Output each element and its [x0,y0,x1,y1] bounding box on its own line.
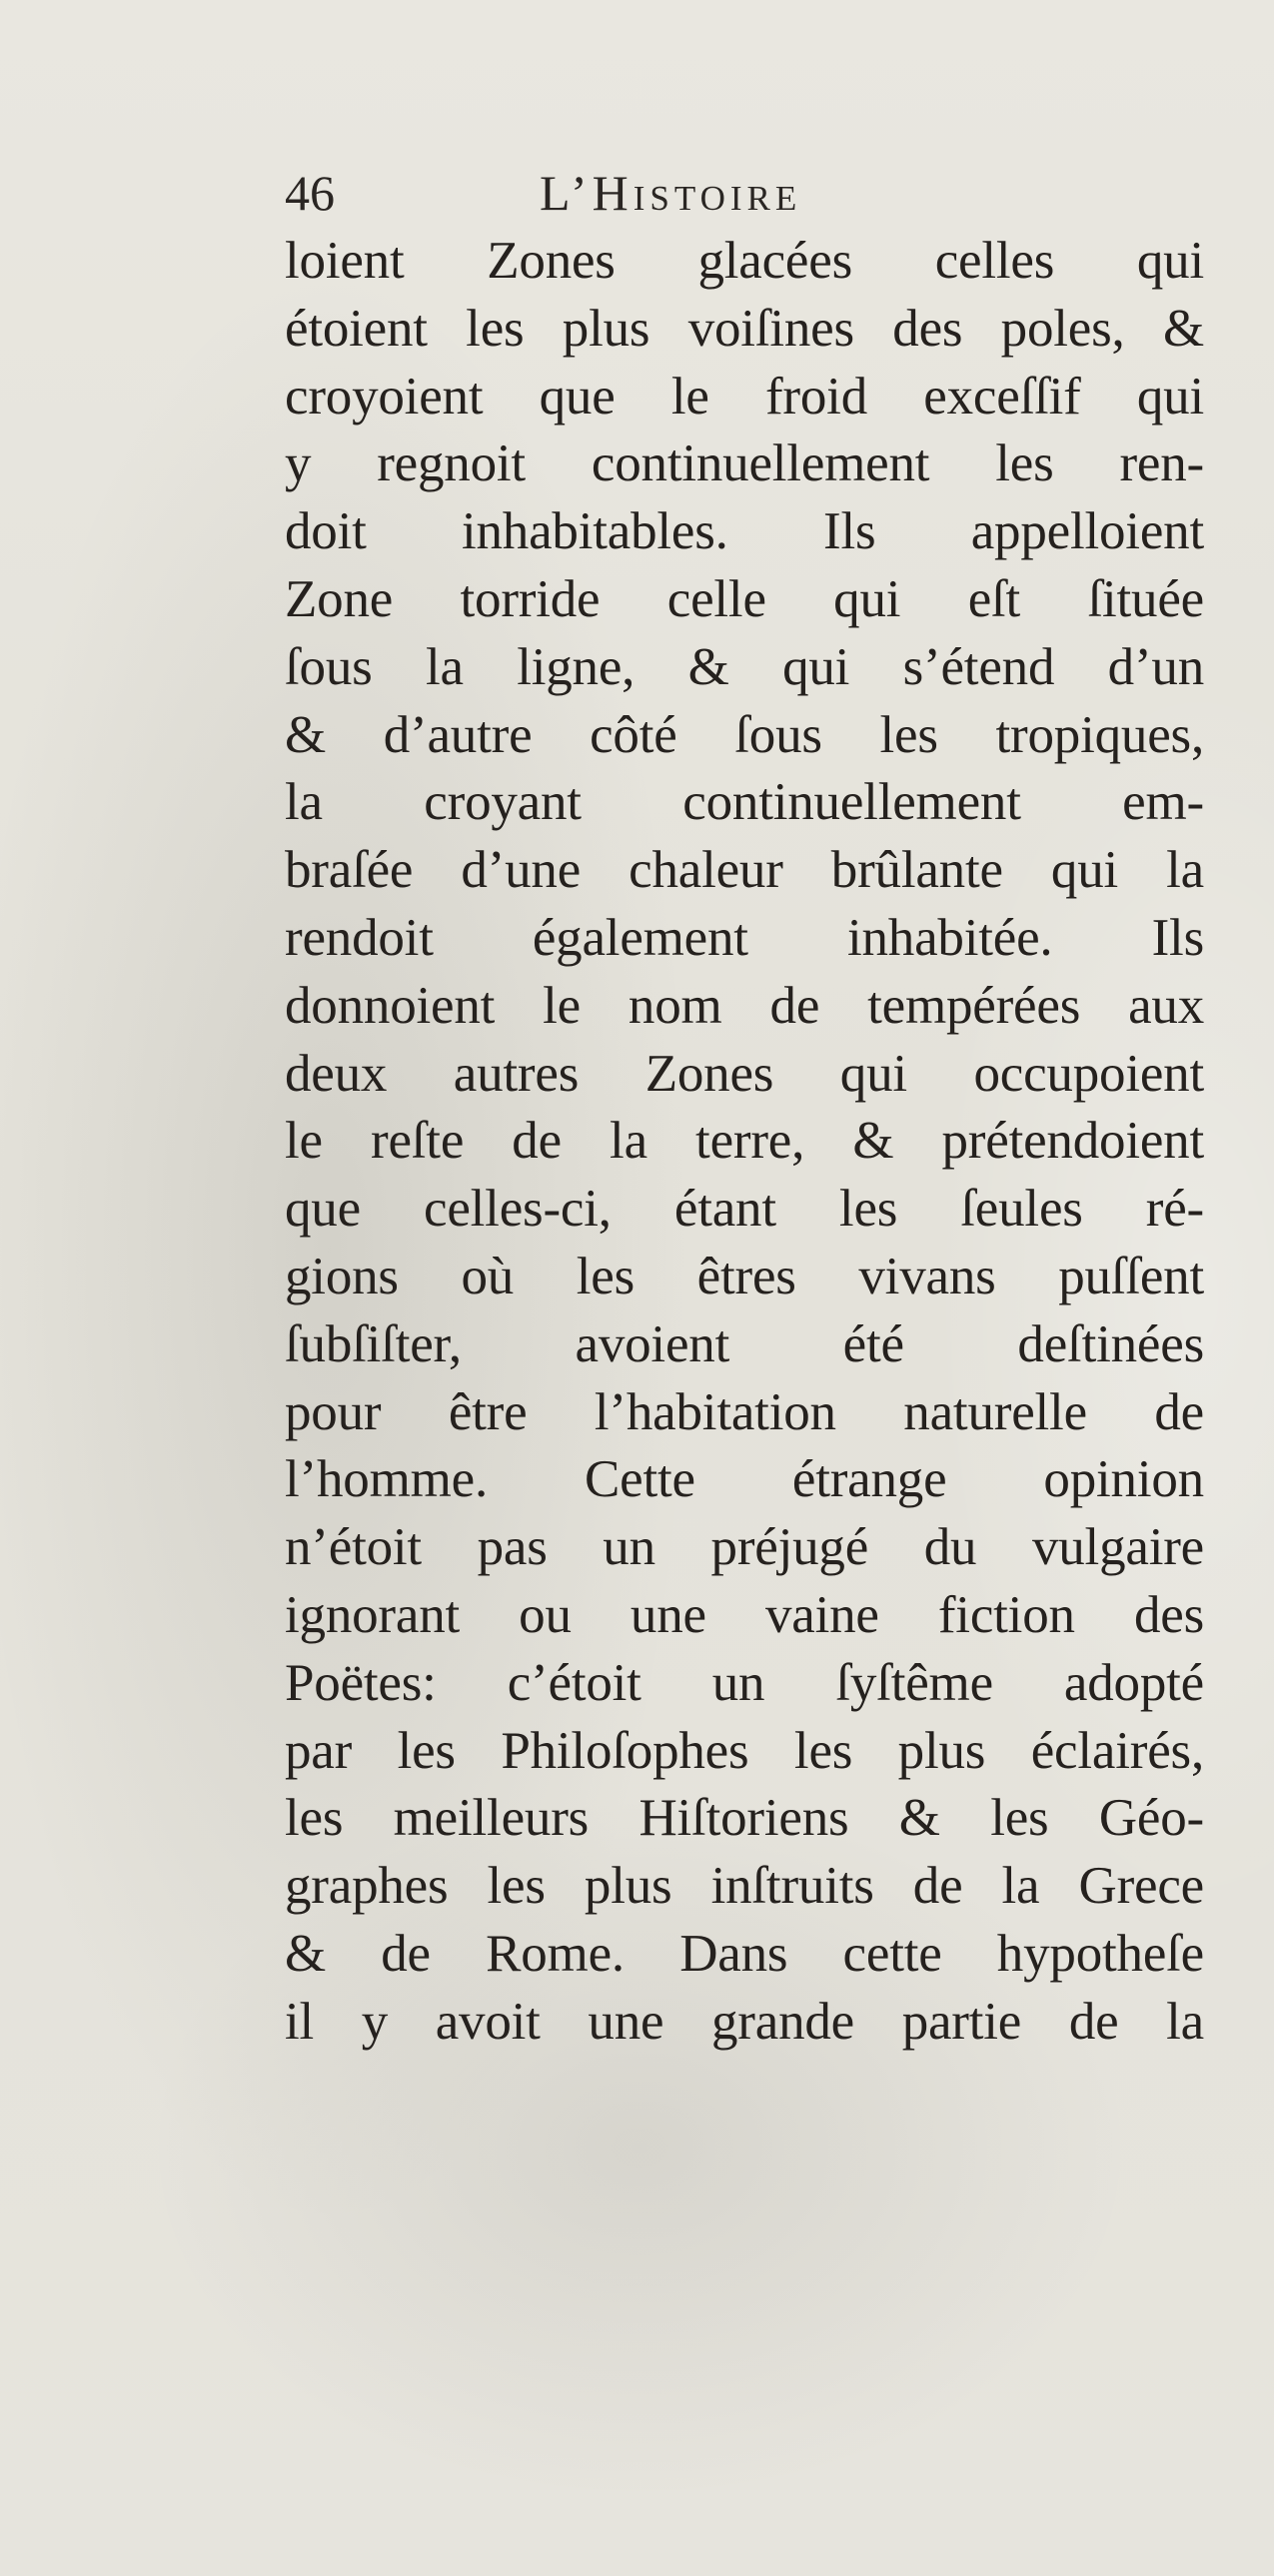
text-line: graphes les plus inſtruits de la Grece [285,1857,1204,1916]
text-line: ignorant ou une vaine fiction des [285,1585,1204,1644]
text-line: la croyant continuellement em- [285,773,1204,832]
text-line: ſous la ligne, & qui s’étend d’un [285,637,1204,696]
text-line: y regnoit continuellement les ren- [285,434,1204,493]
text-line: gions où les êtres vivans puſſent [285,1247,1204,1305]
text-line: Zone torride celle qui eſt ſituée [285,569,1204,628]
text-line: pour être l’habitation naturelle de [285,1382,1204,1441]
text-line: que celles-ci, étant les ſeules ré- [285,1180,1204,1239]
text-line: loient Zones glacées celles qui [285,232,1204,290]
text-line: par les Philoſophes les plus éclairés, [285,1721,1204,1780]
text-line: il y avoit une grande partie de la [285,1992,1204,2051]
text-line: braſée d’une chaleur brûlante qui la [285,841,1204,900]
text-line: étoient les plus voiſines des poles, & [285,299,1204,358]
text-line: donnoient le nom de tempérées aux [285,976,1204,1035]
text-line: doit inhabitables. Ils appelloient [285,502,1204,561]
running-head [285,158,1214,228]
text-line: n’étoit pas un préjugé du vulgaire [285,1518,1204,1577]
text-line: deux autres Zones qui occupoient [285,1044,1204,1103]
text-line: & de Rome. Dans cette hypotheſe [285,1924,1204,1983]
text-line: croyoient que le froid exceſſif qui [285,367,1204,426]
text-line: & d’autre côté ſous les tropiques, [285,705,1204,764]
text-line: les meilleurs Hiſtoriens & les Géo- [285,1789,1204,1848]
text-line: l’homme. Cette étrange opinion [285,1450,1204,1509]
text-line: le reſte de la terre, & prétendoient [285,1112,1204,1171]
page-number: 46 [285,165,335,221]
running-title: L’Histoire [540,165,802,221]
text-line: ſubſiſter, avoient été deſtinées [285,1314,1204,1373]
text-line: Poëtes: c’étoit un ſyſtême adopté [285,1653,1204,1712]
body-text [285,228,1204,2057]
text-line: rendoit également inhabitée. Ils [285,908,1204,967]
